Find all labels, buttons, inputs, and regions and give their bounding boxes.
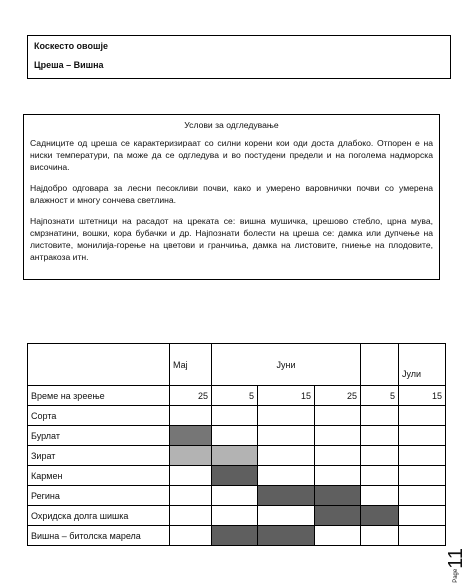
variety-name: Регина [28,486,170,506]
empty-cell [170,526,212,546]
table-row [28,526,446,546]
empty-cell [212,426,258,446]
empty-cell [361,446,399,466]
variety-name: Зират [28,446,170,466]
empty-cell [315,526,361,546]
empty-cell [399,406,446,426]
empty-cell [258,406,315,426]
table-row [28,426,446,446]
empty-cell [212,486,258,506]
month-june: Јуни [212,344,361,386]
empty-cell [170,506,212,526]
table-row [28,466,446,486]
empty-cell [315,446,361,466]
empty-cell [170,406,212,426]
ripening-bar-cell [170,426,212,446]
category-title: Коскесто овошје [34,41,108,51]
day-cell: 15 [399,386,446,406]
conditions-title: Услови за одгледување [184,120,279,130]
page-number [445,548,468,583]
empty-cell [315,426,361,446]
day-cell: 25 [315,386,361,406]
empty-cell [399,506,446,526]
month-july: Јули [399,344,446,386]
empty-cell [361,426,399,446]
empty-cell [170,466,212,486]
empty-cell [399,466,446,486]
corner-cell [28,344,170,386]
empty-cell [258,426,315,446]
empty-cell [315,406,361,426]
empty-cell [170,486,212,506]
empty-cell [258,446,315,466]
day-cell: 15 [258,386,315,406]
months-row [28,344,446,386]
variety-name: Кармен [28,466,170,486]
empty-cell [399,426,446,446]
ripening-bar-cell [212,526,258,546]
month-may: Мај [170,344,212,386]
empty-cell [315,466,361,486]
ripening-bar-cell [315,486,361,506]
ripening-table [27,343,446,546]
ripening-bar-cell [361,506,399,526]
table-row [28,506,446,526]
day-cell: 5 [361,386,399,406]
empty-cell [399,486,446,506]
fruit-header-box [27,35,451,79]
conditions-paragraph-1: Садниците од цреша се карактеризираат со силни корени кои оди доста длабоко. Отпорен е на ниски температури, па може да се одгледува и во постудени предели и на поголема надморска височина. [30,138,433,172]
ripening-bar-cell [258,526,315,546]
variety-name: Охридска долга шишка [28,506,170,526]
empty-cell [258,466,315,486]
table-row [28,446,446,466]
ripening-bar-cell [258,486,315,506]
ripening-label: Време на зреење [28,386,170,406]
day-cell: 25 [170,386,212,406]
month-blank [361,344,399,386]
varieties-header-row [28,406,446,426]
empty-cell [361,486,399,506]
variety-name: Бурлат [28,426,170,446]
empty-cell [361,526,399,546]
fruit-title: Цреша – Вишна [34,60,104,70]
varieties-header: Сорта [28,406,170,426]
conditions-paragraph-2: Најдобро одговара за лесни песокливи почви, како и умерено варовнички почви со умерена влажност и многу сончева светлина. [30,183,433,205]
empty-cell [399,526,446,546]
ripening-bar-cell [170,446,212,466]
empty-cell [258,506,315,526]
empty-cell [212,406,258,426]
empty-cell [361,406,399,426]
conditions-paragraph-3: Најпознати штетници на расадот на цреката се: вишна мушичка, црешово стебло, црна мува, смрзнатини, вошки, кора бубачки и др. Најпознати болести на цреша се: дамка или дупчење на листовите, монилија-горење на цветови и гранчиња, дамка на листовите, гниење на плодовите, антракоза итн. [30,216,433,262]
empty-cell [361,466,399,486]
page-number-value: 11 [445,548,467,569]
ripening-bar-cell [212,446,258,466]
days-row [28,386,446,406]
empty-cell [212,506,258,526]
growing-conditions-box [23,114,440,280]
day-cell: 5 [212,386,258,406]
page-label: Page [453,568,459,583]
table-row [28,486,446,506]
variety-name: Вишна – битолска марела [28,526,170,546]
empty-cell [399,446,446,466]
ripening-bar-cell [212,466,258,486]
ripening-bar-cell [315,506,361,526]
